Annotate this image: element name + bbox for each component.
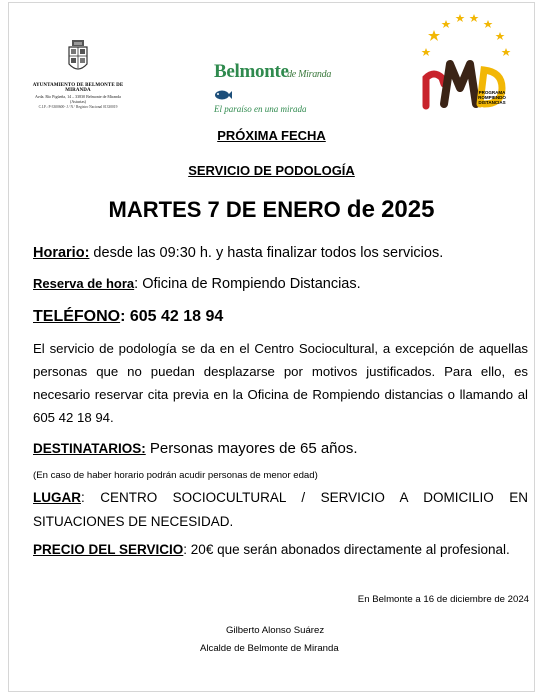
belmonte-logo [214,62,334,114]
destinatarios-line [33,440,528,457]
destinatarios-value: Personas mayores de 65 años. [145,440,358,457]
rd-caption-distancias: DISTANCIAS [478,100,506,105]
fish-icon [214,88,232,102]
precio-line [33,538,528,562]
precio-value: : 20€ que serán abonados directamente al profesional. [183,542,510,557]
ayuntamiento-name: AYUNTAMIENTO DE BELMONTE DE MIRANDA [32,83,124,93]
rd-caption-rompiendo: ROMPIENDO [478,95,506,100]
belmonte-suffix: de Miranda [287,69,332,80]
ayuntamiento-logo [28,40,128,109]
belmonte-slogan: El paraíso en una mirada [214,104,307,114]
date-year: 2025 [381,196,435,223]
telefono-label: TELÉFONO [33,308,121,325]
precio-label: PRECIO DEL SERVICIO [33,542,184,557]
lugar-label: LUGAR [33,490,81,505]
age-note: (En caso de haber horario podrán acudir personas de menor edad) [33,470,318,481]
ayuntamiento-address: Avda. Río Pigüeña, 14 – 33830 Belmonte de Miranda (Asturias) [35,94,121,104]
rd-caption-programa: PROGRAMA [478,90,506,95]
coat-of-arms-icon [67,40,89,74]
horario-line [33,245,528,261]
horario-label: Horario: [33,245,90,261]
horario-value: desde las 09:30 h. y hasta finalizar todos los servicios. [89,245,444,261]
service-paragraph: El servicio de podología se da en el Centro Sociocultural, a excepción de aquellas personas que no puedan desplazarse por motivos justificados. Para ello, es necesario reservar cita previa en la Oficina de Rompiendo distancias o llamando al 605 42 18 94. [33,341,528,425]
reserva-line [33,276,528,292]
signer-name: Gilberto Alonso Suárez [226,625,325,636]
belmonte-name: Belmonte [214,61,289,82]
date-main: MARTES 7 DE ENERO [108,197,341,222]
signer-role: Alcalde de Belmonte de Miranda [200,643,339,654]
reserva-label: Reserva de hora [33,276,135,291]
place-date: En Belmonte a 16 de diciembre de 2024 [357,594,529,605]
date-de: de [346,196,375,223]
telefono-line [33,308,528,326]
ayuntamiento-cif: C.I.F.: P-3300600- J / N.º Registro Nacional 01330019 [38,105,118,109]
rompiendo-distancias-logo [414,8,522,120]
heading-servicio: SERVICIO DE PODOLOGÍA [188,163,355,178]
lugar-line [33,486,528,534]
telefono-value: : 605 42 18 94 [120,308,224,325]
destinatarios-label: DESTINATARIOS: [33,441,146,456]
heading-date [0,196,543,224]
lugar-value: : CENTRO SOCIOCULTURAL / SERVICIO A DOMICILIO EN SITUACIONES DE NECESIDAD. [33,490,528,529]
heading-proxima-fecha: PRÓXIMA FECHA [217,128,326,143]
reserva-value: : Oficina de Rompiendo Distancias. [134,276,361,292]
